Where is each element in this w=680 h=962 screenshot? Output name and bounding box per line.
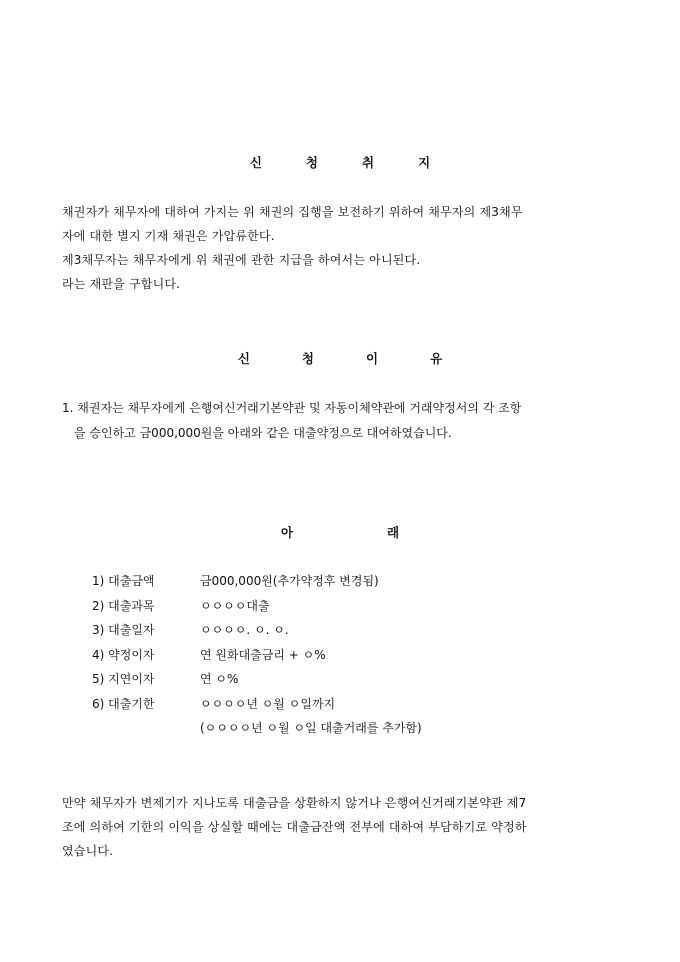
purpose-line: 자에 대한 별지 기재 채권은 가압류한다. (62, 229, 275, 243)
heading-char: 아 (280, 525, 293, 540)
loan-term-value: 연 ㅇ% (200, 672, 239, 686)
heading-char: 신 (237, 351, 250, 366)
loan-term-row (92, 569, 592, 594)
closing-line: 였습니다. (62, 844, 114, 858)
loan-term-label: 3) 대출일자 (92, 623, 155, 637)
heading-char: 유 (430, 351, 443, 366)
heading-char: 청 (305, 155, 318, 170)
loan-term-value: 금000,000원(추가약정후 변경됨) (200, 574, 379, 588)
loan-terms-note (92, 716, 592, 741)
heading-application-purpose (0, 153, 680, 171)
heading-application-reason (0, 349, 680, 367)
loan-term-value: ㅇㅇㅇㅇ. ㅇ. ㅇ. (200, 623, 289, 637)
loan-term-value: ㅇㅇㅇㅇ대출 (200, 598, 270, 613)
purpose-line: 라는 재판을 구합니다. (62, 277, 181, 291)
loan-term-label: 4) 약정이자 (92, 647, 155, 662)
loan-term-label: 6) 대출기한 (92, 696, 155, 711)
loan-term-label: 1) 대출금액 (92, 574, 155, 588)
loan-term-label: 2) 대출과목 (92, 598, 155, 613)
purpose-line: 채권자가 채무자에 대하여 가지는 위 채권의 집행을 보전하기 위하여 채무자의 제3채무 (62, 205, 523, 219)
loan-term-row (92, 692, 592, 717)
loan-term-value: ㅇㅇㅇㅇ년 ㅇ월 ㅇ일까지 (200, 696, 336, 711)
loan-term-row (92, 643, 592, 668)
closing-paragraph (62, 791, 624, 863)
heading-char: 이 (366, 351, 379, 366)
loan-term-row (92, 594, 592, 619)
purpose-line: 제3채무자는 채무자에게 위 채권에 관한 지급을 하여서는 아니된다. (62, 253, 421, 267)
loan-terms-note-text: (ㅇㅇㅇㅇ년 ㅇ월 ㅇ일 대출거래를 추가함) (200, 721, 422, 735)
reason-line: 을 승인하고 금000,000원을 아래와 같은 대출약정으로 대여하였습니다. (74, 426, 452, 440)
reason-line: 1. 채권자는 채무자에게 은행여신거래기본약관 및 자동이체약관에 거래약정서의 각 조항 (62, 401, 522, 415)
heading-below (0, 523, 680, 541)
heading-char: 래 (387, 525, 400, 540)
closing-line: 만약 채무자가 변제기가 지나도록 대출금을 상환하지 않거나 은행여신거래기본약관 제7 (62, 796, 527, 810)
reason-item-1 (62, 396, 624, 446)
heading-char: 신 (249, 155, 262, 170)
loan-term-value: 연 원화대출금리 + ㅇ% (200, 647, 326, 662)
purpose-paragraph (62, 200, 624, 296)
closing-line: 조에 의하여 기한의 이익을 상실할 때에는 대출금잔액 전부에 대하여 부담하기로 약정하 (62, 820, 527, 834)
loan-term-label: 5) 지연이자 (92, 672, 155, 686)
heading-char: 청 (301, 351, 314, 366)
heading-char: 지 (418, 155, 431, 170)
loan-term-row (92, 618, 592, 643)
loan-term-row (92, 667, 592, 692)
loan-terms-list (92, 569, 592, 741)
heading-char: 취 (362, 155, 375, 170)
